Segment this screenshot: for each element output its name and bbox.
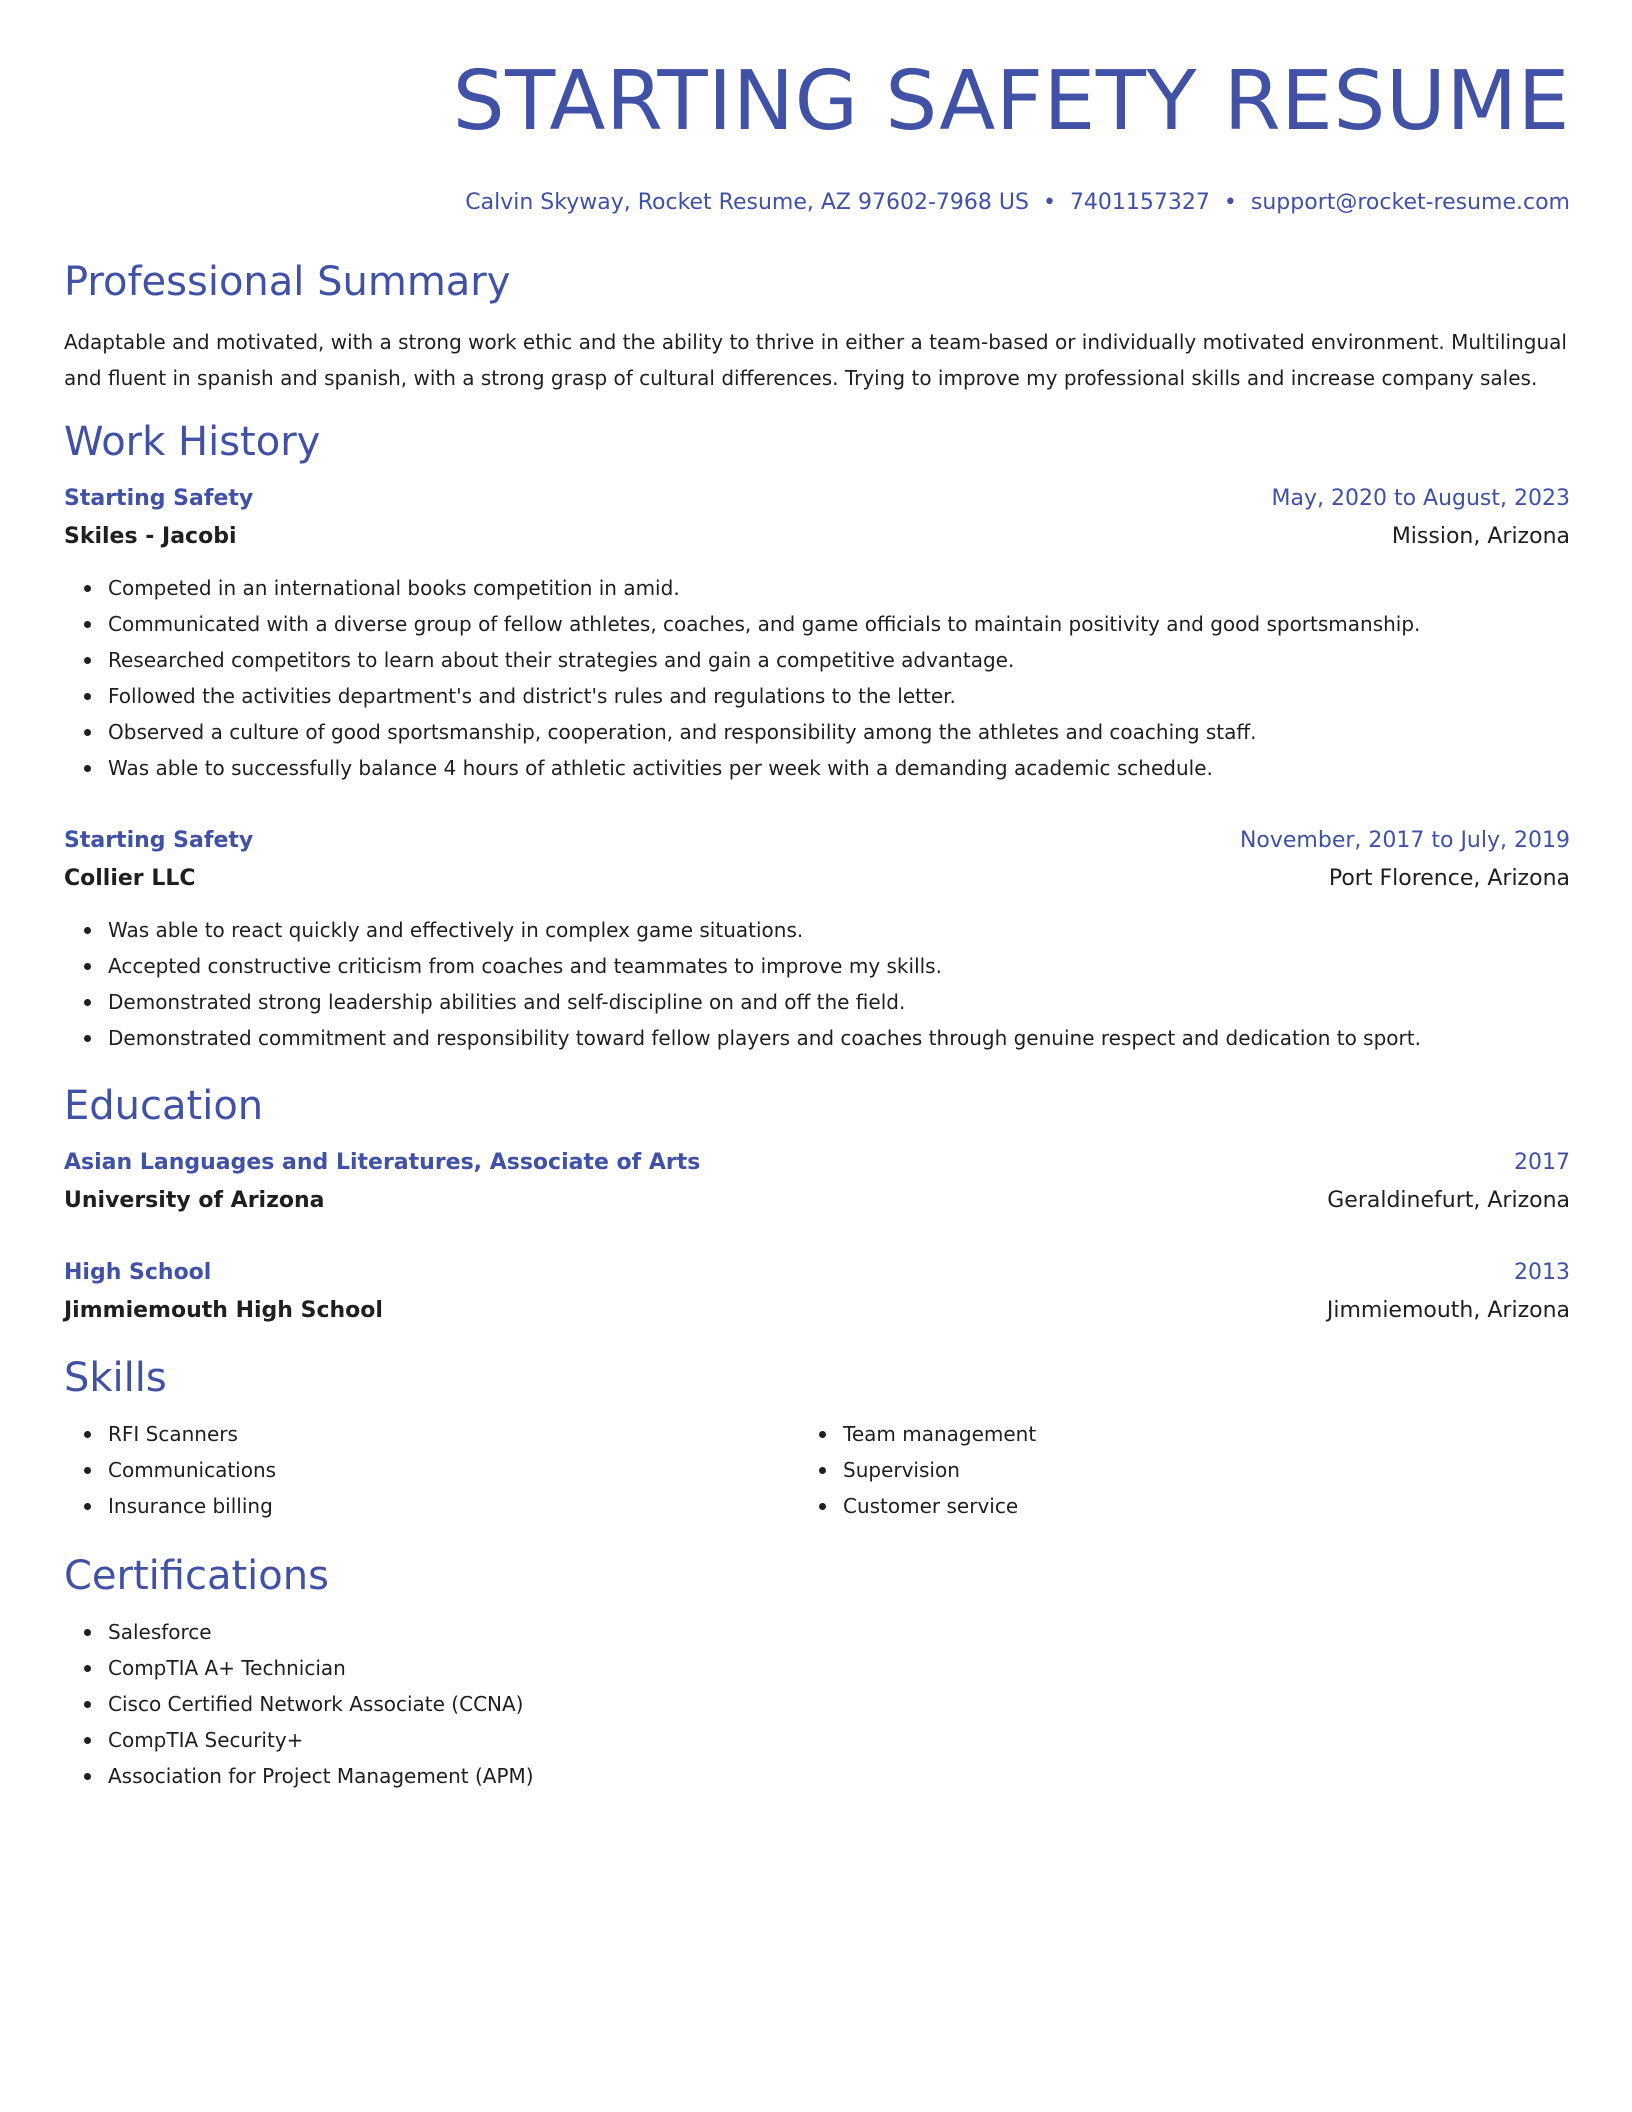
list-item: Observed a culture of good sportsmanship, cooperation, and responsibility among the athletes and coaching staff. [108,714,1570,750]
job-dates: November, 2017 to July, 2019 [1239,828,1570,853]
list-item: Was able to react quickly and effectively in complex game situations. [108,912,1570,948]
resume-title: STARTING SAFETY RESUME [452,54,1570,149]
job-dates: May, 2020 to August, 2023 [1271,486,1570,511]
education-location: Geraldinefurt, Arizona [1327,1188,1570,1213]
contact-separator: • [1042,190,1056,215]
resume-header [64,52,1570,218]
job-position: Starting Safety [64,486,254,511]
summary-text: Adaptable and motivated, with a strong work ethic and the ability to thrive in either a team-based or individually motivated environment. Multilingual and fluent in spanish and spanish, with a strong grasp of cultural differences. Trying to improve my professional skills and increase company sales. [64,330,1567,390]
education-degree: High School [64,1260,212,1285]
job-company-row [64,518,1570,556]
job-company: Skiles - Jacobi [64,524,237,549]
list-item: Followed the activities department's and district's rules and regulations to the letter. [108,678,1570,714]
certifications-section [64,1552,1570,1794]
education-school: University of Arizona [64,1188,325,1213]
work-history-section [64,418,1570,1056]
list-item: Insurance billing [108,1488,799,1524]
education-location: Jimmiemouth, Arizona [1326,1298,1570,1323]
education-school-row [64,1182,1570,1220]
job-company: Collier LLC [64,866,196,891]
section-title-summary: Professional Summary [64,259,511,305]
job-header-row [64,480,1570,518]
certifications-list [64,1614,1570,1794]
education-year: 2013 [1514,1260,1570,1285]
job-location: Port Florence, Arizona [1328,866,1570,891]
education-school: Jimmiemouth High School [64,1298,383,1323]
skills-list-right [799,1416,1534,1524]
job-bullets [64,912,1570,1056]
list-item: Researched competitors to learn about their strategies and gain a competitive advantage. [108,642,1570,678]
list-item: Demonstrated strong leadership abilities and self-discipline on and off the field. [108,984,1570,1020]
job-bullets [64,570,1570,786]
list-item: Communications [108,1452,799,1488]
list-item: Customer service [843,1488,1534,1524]
contact-email: support@rocket-resume.com [1250,190,1570,215]
contact-separator: • [1223,190,1237,215]
skills-grid [64,1416,1570,1524]
list-item: Demonstrated commitment and responsibility toward fellow players and coaches through genuine respect and dedication to sport. [108,1020,1570,1056]
list-item: Communicated with a diverse group of fellow athletes, coaches, and game officials to maintain positivity and good sportsmanship. [108,606,1570,642]
skills-section [64,1354,1570,1524]
education-header-row [64,1254,1570,1292]
section-title-skills: Skills [64,1355,167,1401]
skills-column-right [799,1416,1534,1524]
job-position: Starting Safety [64,828,254,853]
section-title-work-history: Work History [64,419,321,465]
job-header-row [64,822,1570,860]
skills-column-left [64,1416,799,1524]
contact-line [64,188,1570,218]
section-title-certifications: Certifications [64,1553,329,1599]
list-item: Competed in an international books competition in amid. [108,570,1570,606]
list-item: Was able to successfully balance 4 hours of athletic activities per week with a demanding academic schedule. [108,750,1570,786]
list-item: Team management [843,1416,1534,1452]
job-entry [64,822,1570,1056]
education-school-row [64,1292,1570,1330]
education-entry [64,1254,1570,1330]
job-entry [64,480,1570,786]
list-item: Accepted constructive criticism from coaches and teammates to improve my skills. [108,948,1570,984]
education-degree: Asian Languages and Literatures, Associate of Arts [64,1150,701,1175]
list-item: Cisco Certified Network Associate (CCNA) [108,1686,1570,1722]
contact-address: Calvin Skyway, Rocket Resume, AZ 97602-7968 US [465,190,1029,215]
list-item: Salesforce [108,1614,1570,1650]
list-item: CompTIA A+ Technician [108,1650,1570,1686]
list-item: CompTIA Security+ [108,1722,1570,1758]
education-entry [64,1144,1570,1220]
list-item: Association for Project Management (APM) [108,1758,1570,1794]
summary-section [64,258,1570,396]
list-item: Supervision [843,1452,1534,1488]
contact-phone: 7401157327 [1069,190,1210,215]
skills-list-left [64,1416,799,1524]
education-year: 2017 [1514,1150,1570,1175]
education-header-row [64,1144,1570,1182]
job-company-row [64,860,1570,898]
job-location: Mission, Arizona [1391,524,1570,549]
list-item: RFI Scanners [108,1416,799,1452]
education-section [64,1082,1570,1330]
section-title-education: Education [64,1083,264,1129]
